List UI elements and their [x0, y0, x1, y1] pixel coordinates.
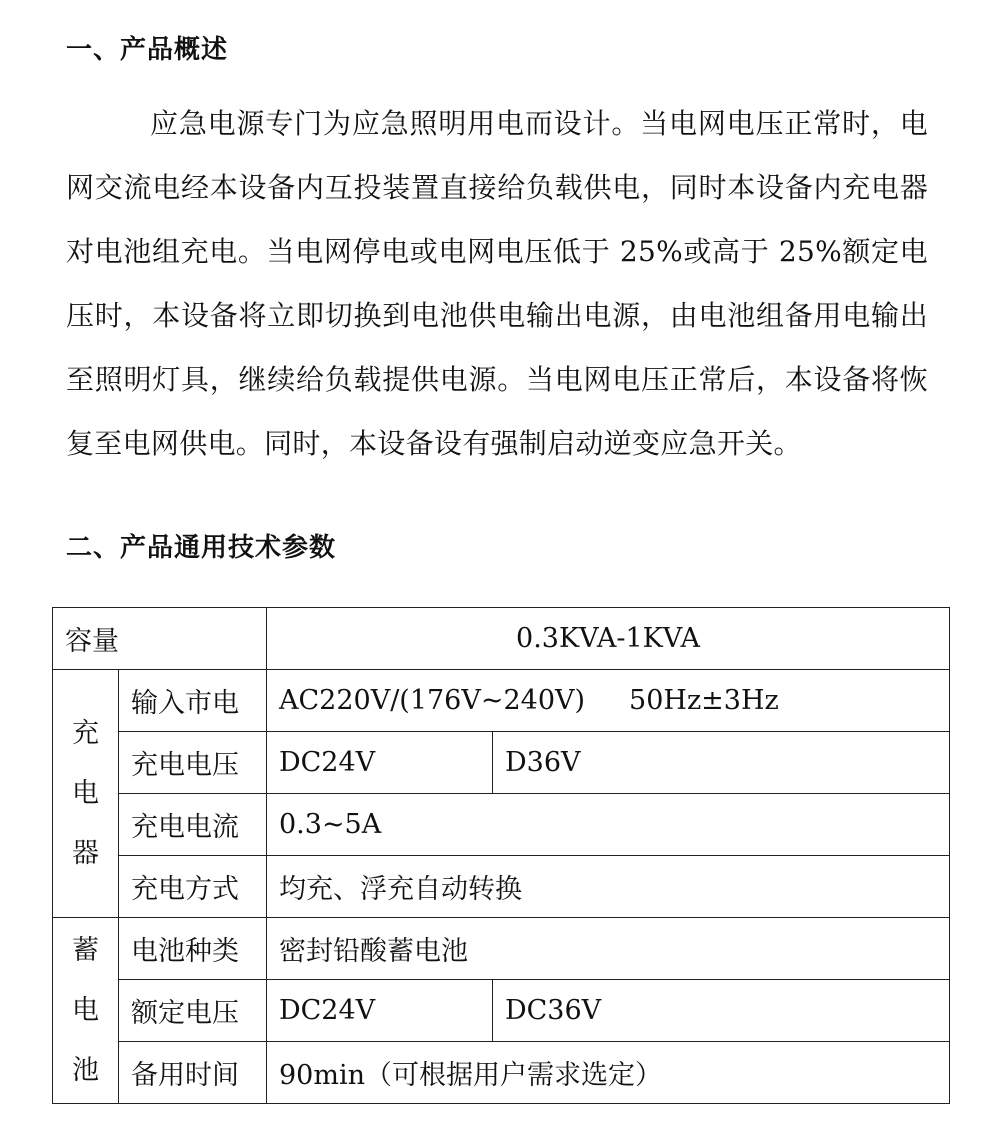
rated-voltage-value-b: DC36V: [493, 980, 950, 1042]
battery-group-char: 电: [72, 994, 99, 1026]
input-voltage-value: AC220V/(176V~240V): [279, 685, 586, 716]
charge-voltage-label: 充电电压: [119, 732, 267, 794]
table-row-charge-current: [53, 794, 950, 856]
charger-group-char: 电: [72, 777, 99, 809]
table-row-rated-voltage: [53, 980, 950, 1042]
section-title-specs: 二、产品通用技术参数: [66, 533, 337, 563]
charge-mode-label: 充电方式: [119, 856, 267, 918]
battery-group-char: 蓄: [72, 934, 99, 966]
table-row-backup-time: [53, 1042, 950, 1104]
charger-group-label: [53, 670, 119, 918]
overview-paragraph: 应急电源专门为应急照明用电而设计。当电网电压正常时，电网交流电经本设备内互投装置直接给负载供电，同时本设备内充电器对电池组充电。当电网停电或电网电压低于 25%或高于 25%额定电压时，本设备将立即切换到电池供电输出电源，由电池组备用电输出至照明灯具，继续给负载提供电源。当电网电压正常后，本设备将恢复至电网供电。同时，本设备设有强制启动逆变应急开关。: [66, 107, 928, 460]
charger-group-char: 充: [72, 717, 99, 749]
charge-voltage-value-b: D36V: [493, 732, 950, 794]
table-row-input: [53, 670, 950, 732]
battery-type-label: 电池种类: [119, 918, 267, 980]
rated-voltage-label: 额定电压: [119, 980, 267, 1042]
input-label: 输入市电: [119, 670, 267, 732]
capacity-value: 0.3KVA-1KVA: [267, 608, 950, 670]
section-title-overview: 一、产品概述: [66, 35, 229, 65]
backup-time-value: 90min（可根据用户需求选定）: [267, 1042, 950, 1104]
battery-group-label: [53, 918, 119, 1104]
rated-voltage-value-a: DC24V: [267, 980, 493, 1042]
battery-group-char: 池: [72, 1054, 99, 1086]
capacity-label: 容量: [53, 608, 267, 670]
backup-time-label: 备用时间: [119, 1042, 267, 1104]
charge-current-label: 充电电流: [119, 794, 267, 856]
charge-voltage-value-a: DC24V: [267, 732, 493, 794]
table-row-charge-mode: [53, 856, 950, 918]
charger-group-char: 器: [72, 837, 99, 869]
table-row-battery-type: [53, 918, 950, 980]
table-row-charge-voltage: [53, 732, 950, 794]
battery-type-value: 密封铅酸蓄电池: [267, 918, 950, 980]
input-value: [267, 670, 950, 732]
table-row-capacity: [53, 608, 950, 670]
charge-mode-value: 均充、浮充自动转换: [267, 856, 950, 918]
charge-current-value: 0.3~5A: [267, 794, 950, 856]
spec-table: [52, 607, 950, 1104]
input-frequency-value: 50Hz±3Hz: [629, 685, 779, 716]
